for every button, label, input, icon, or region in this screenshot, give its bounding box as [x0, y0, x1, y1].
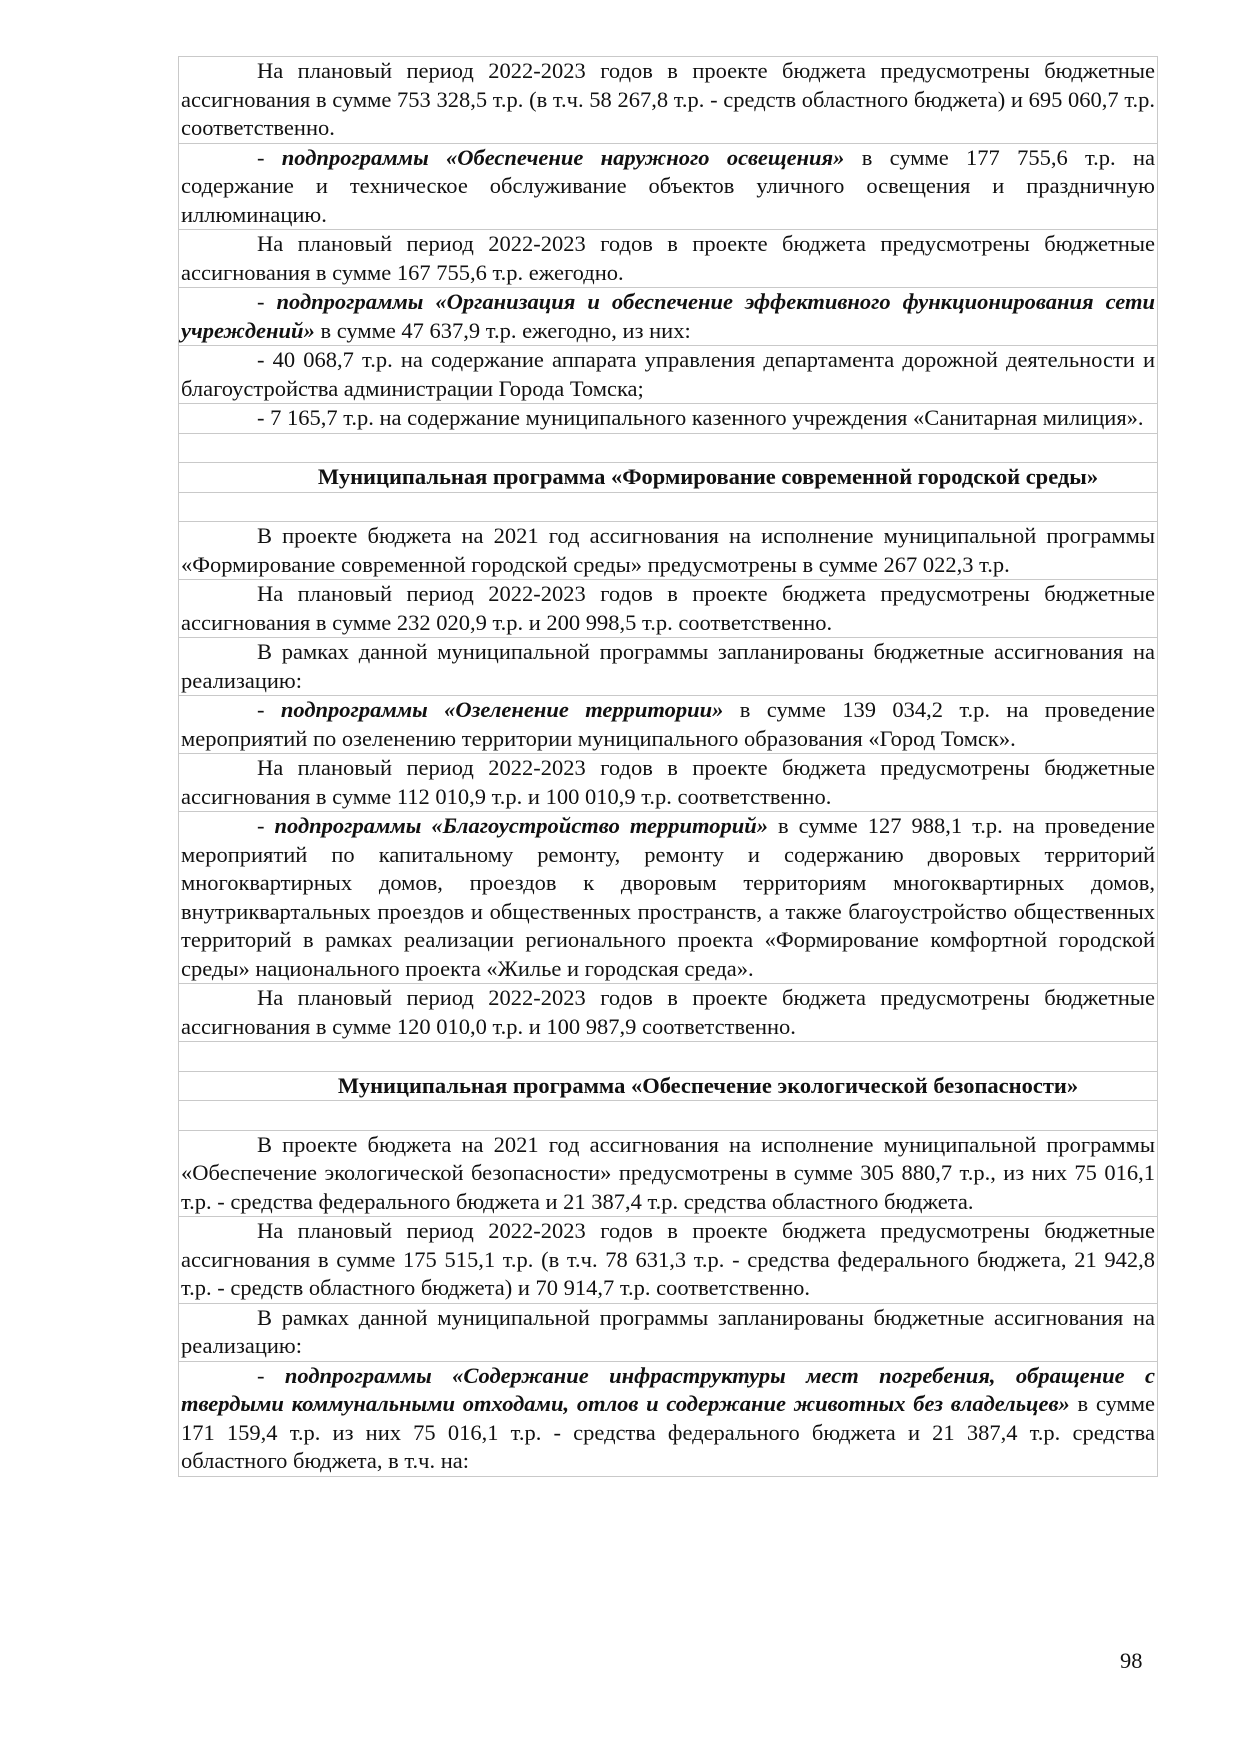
dash: - — [257, 289, 277, 314]
paragraph: В проекте бюджета на 2021 год ассигнования на исполнение муниципальной программы «Обеспечение экологической безопасности» предусмотрены в сумме 305 880,7 т.р., из них 75 016,1 т.р. - средства федерального бюджета и 21 387,4 т.р. средства областного бюджета. — [178, 1131, 1158, 1218]
document-body — [178, 56, 1158, 1477]
paragraph: - 7 165,7 т.р. на содержание муниципального казенного учреждения «Санитарная милиция». — [178, 404, 1158, 434]
section-heading-text: Муниципальная программа «Формирование современной городской среды» — [317, 464, 1099, 489]
blank-line — [178, 493, 1158, 523]
paragraph — [178, 812, 1158, 984]
paragraph-text: в сумме 171 159,4 т.р. из них 75 016,1 т.р. - средства федерального бюджета и 21 387,4 т.р. средства областного бюджета, в т.ч. на: — [181, 1391, 1155, 1473]
section-heading — [178, 1072, 1158, 1102]
paragraph-text: в сумме 177 755,6 т.р. на содержание и техническое обслуживание объектов уличного освещения и праздничную иллюминацию. — [181, 144, 1155, 227]
subprogram-title: подпрограммы «Озеленение территории» — [280, 697, 724, 722]
page-number: 98 — [1120, 1648, 1143, 1673]
dash: - — [257, 1362, 285, 1388]
paragraph — [178, 288, 1158, 346]
subprogram-title: подпрограммы «Организация и обеспечение эффективного функционирования сети учреждений» — [181, 289, 1155, 343]
subprogram-title: подпрограммы «Содержание инфраструктуры мест погребения, обращение с твердыми коммунальными отходами, отлов и содержание животных без владельцев» — [181, 1362, 1155, 1416]
dash: - — [257, 144, 282, 170]
paragraph — [178, 696, 1158, 754]
subprogram-title: подпрограммы «Благоустройство территорий» — [274, 813, 768, 838]
blank-line — [178, 1101, 1158, 1131]
dash: - — [257, 697, 281, 722]
blank-line — [178, 1042, 1158, 1072]
paragraph — [178, 1362, 1158, 1477]
paragraph: На плановый период 2022-2023 годов в проекте бюджета предусмотрены бюджетные ассигнования в сумме 120 010,0 т.р. и 100 987,9 соответственно. — [178, 984, 1158, 1042]
paragraph: На плановый период 2022-2023 годов в проекте бюджета предусмотрены бюджетные ассигнования в сумме 112 010,9 т.р. и 100 010,9 т.р. соответственно. — [178, 754, 1158, 812]
subprogram-title: подпрограммы «Обеспечение наружного освещения» — [281, 144, 845, 170]
paragraph: В рамках данной муниципальной программы запланированы бюджетные ассигнования на реализацию: — [178, 638, 1158, 696]
dash: - — [257, 813, 275, 838]
paragraph: На плановый период 2022-2023 годов в проекте бюджета предусмотрены бюджетные ассигнования в сумме 232 020,9 т.р. и 200 998,5 т.р. соответственно. — [178, 580, 1158, 638]
section-heading-text: Муниципальная программа «Обеспечение экологической безопасности» — [337, 1072, 1079, 1098]
paragraph: На плановый период 2022-2023 годов в проекте бюджета предусмотрены бюджетные ассигнования в сумме 175 515,1 т.р. (в т.ч. 78 631,3 т.р. - средства федерального бюджета, 21 942,8 т.р. - средств областного бюджета) и 70 914,7 т.р. соответственно. — [178, 1217, 1158, 1304]
paragraph: На плановый период 2022-2023 годов в проекте бюджета предусмотрены бюджетные ассигнования в сумме 753 328,5 т.р. (в т.ч. 58 267,8 т.р. - средств областного бюджета) и 695 060,7 т.р. соответственно. — [178, 56, 1158, 144]
paragraph: В проекте бюджета на 2021 год ассигнования на исполнение муниципальной программы «Формирование современной городской среды» предусмотрены в сумме 267 022,3 т.р. — [178, 522, 1158, 580]
paragraph-text: в сумме 139 034,2 т.р. на проведение мероприятий по озеленению территории муниципального образования «Город Томск». — [181, 697, 1156, 751]
paragraph — [178, 144, 1158, 231]
paragraph: - 40 068,7 т.р. на содержание аппарата управления департамента дорожной деятельности и благоустройства администрации Города Томска; — [178, 346, 1158, 404]
paragraph: На плановый период 2022-2023 годов в проекте бюджета предусмотрены бюджетные ассигнования в сумме 167 755,6 т.р. ежегодно. — [178, 230, 1158, 288]
paragraph-text: в сумме 127 988,1 т.р. на проведение мероприятий по капитальному ремонту, ремонту и содержанию дворовых территорий многоквартирных домов, проездов к дворовым территориям многоквартирных домов, внутриквартальных проездов и общественных пространств, а также благоустройство общественных территорий в рамках реализации регионального проекта «Формирование комфортной городской среды» национального проекта «Жилье и городская среда». — [181, 813, 1155, 981]
paragraph-text: в сумме 47 637,9 т.р. ежегодно, из них: — [314, 317, 691, 343]
blank-line — [178, 434, 1158, 464]
paragraph: В рамках данной муниципальной программы запланированы бюджетные ассигнования на реализацию: — [178, 1304, 1158, 1362]
section-heading — [178, 463, 1158, 493]
